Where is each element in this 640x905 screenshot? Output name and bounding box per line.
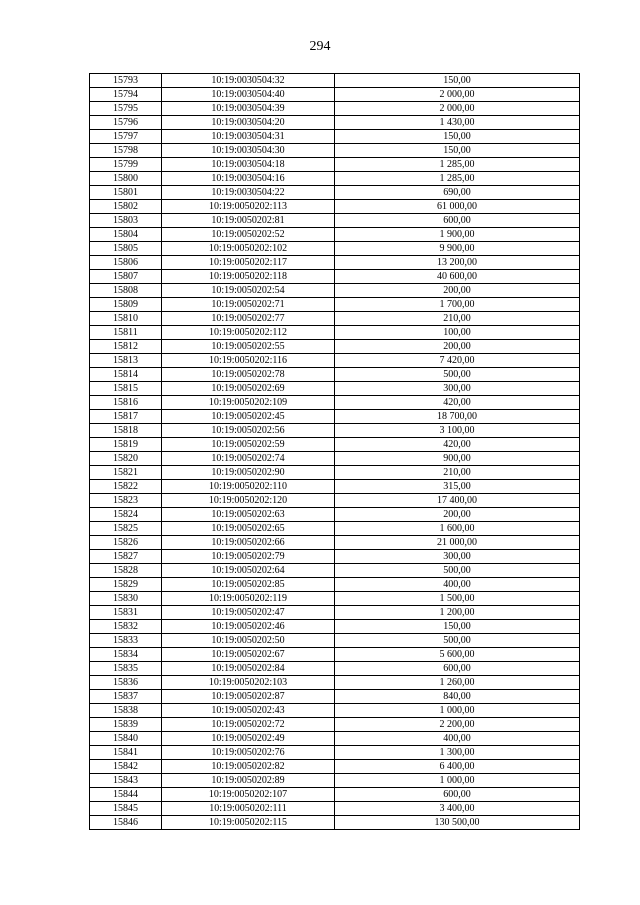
cadastral-number-cell: 10:19:0050202:54: [162, 284, 335, 298]
table-row: [90, 102, 580, 116]
cadastral-number-cell: 10:19:0050202:47: [162, 606, 335, 620]
amount-cell: 1 285,00: [335, 172, 580, 186]
row-number-cell: 15798: [90, 144, 162, 158]
row-number-cell: 15837: [90, 690, 162, 704]
table-row: [90, 690, 580, 704]
row-number-cell: 15818: [90, 424, 162, 438]
row-number-cell: 15795: [90, 102, 162, 116]
cadastral-number-cell: 10:19:0050202:67: [162, 648, 335, 662]
table-row: [90, 494, 580, 508]
amount-cell: 1 700,00: [335, 298, 580, 312]
cadastral-number-cell: 10:19:0030504:31: [162, 130, 335, 144]
table-row: [90, 424, 580, 438]
amount-cell: 200,00: [335, 284, 580, 298]
row-number-cell: 15800: [90, 172, 162, 186]
amount-cell: 21 000,00: [335, 536, 580, 550]
amount-cell: 500,00: [335, 564, 580, 578]
row-number-cell: 15812: [90, 340, 162, 354]
table-row: [90, 746, 580, 760]
row-number-cell: 15802: [90, 200, 162, 214]
amount-cell: 210,00: [335, 312, 580, 326]
cadastral-number-cell: 10:19:0050202:90: [162, 466, 335, 480]
amount-cell: 1 300,00: [335, 746, 580, 760]
amount-cell: 1 000,00: [335, 704, 580, 718]
cadastral-number-cell: 10:19:0050202:118: [162, 270, 335, 284]
row-number-cell: 15807: [90, 270, 162, 284]
table-row: [90, 718, 580, 732]
amount-cell: 130 500,00: [335, 816, 580, 830]
row-number-cell: 15813: [90, 354, 162, 368]
amount-cell: 400,00: [335, 732, 580, 746]
amount-cell: 840,00: [335, 690, 580, 704]
cadastral-number-cell: 10:19:0050202:77: [162, 312, 335, 326]
amount-cell: 1 600,00: [335, 522, 580, 536]
table-row: [90, 466, 580, 480]
amount-cell: 150,00: [335, 144, 580, 158]
cadastral-number-cell: 10:19:0050202:115: [162, 816, 335, 830]
row-number-cell: 15822: [90, 480, 162, 494]
amount-cell: 7 420,00: [335, 354, 580, 368]
table-row: [90, 116, 580, 130]
table-body: [90, 74, 580, 830]
amount-cell: 3 100,00: [335, 424, 580, 438]
cadastral-number-cell: 10:19:0050202:84: [162, 662, 335, 676]
row-number-cell: 15830: [90, 592, 162, 606]
amount-cell: 40 600,00: [335, 270, 580, 284]
amount-cell: 3 400,00: [335, 802, 580, 816]
table-row: [90, 732, 580, 746]
cadastral-number-cell: 10:19:0050202:74: [162, 452, 335, 466]
row-number-cell: 15811: [90, 326, 162, 340]
cadastral-number-cell: 10:19:0050202:76: [162, 746, 335, 760]
amount-cell: 1 430,00: [335, 116, 580, 130]
table-row: [90, 88, 580, 102]
row-number-cell: 15808: [90, 284, 162, 298]
cadastral-number-cell: 10:19:0050202:78: [162, 368, 335, 382]
amount-cell: 210,00: [335, 466, 580, 480]
amount-cell: 1 260,00: [335, 676, 580, 690]
amount-cell: 300,00: [335, 550, 580, 564]
table-row: [90, 242, 580, 256]
table-row: [90, 354, 580, 368]
table-row: [90, 704, 580, 718]
table-row: [90, 298, 580, 312]
amount-cell: 420,00: [335, 438, 580, 452]
table-row: [90, 312, 580, 326]
table-row: [90, 186, 580, 200]
row-number-cell: 15833: [90, 634, 162, 648]
row-number-cell: 15805: [90, 242, 162, 256]
cadastral-number-cell: 10:19:0050202:82: [162, 760, 335, 774]
table-row: [90, 620, 580, 634]
amount-cell: 690,00: [335, 186, 580, 200]
table-row: [90, 648, 580, 662]
table-row: [90, 788, 580, 802]
row-number-cell: 15820: [90, 452, 162, 466]
table-row: [90, 550, 580, 564]
table-row: [90, 578, 580, 592]
row-number-cell: 15826: [90, 536, 162, 550]
table-row: [90, 214, 580, 228]
table-row: [90, 816, 580, 830]
row-number-cell: 15817: [90, 410, 162, 424]
cadastral-number-cell: 10:19:0050202:43: [162, 704, 335, 718]
amount-cell: 500,00: [335, 634, 580, 648]
cadastral-number-cell: 10:19:0050202:52: [162, 228, 335, 242]
cadastral-number-cell: 10:19:0050202:79: [162, 550, 335, 564]
amount-cell: 1 900,00: [335, 228, 580, 242]
table-row: [90, 774, 580, 788]
row-number-cell: 15835: [90, 662, 162, 676]
amount-cell: 2 000,00: [335, 102, 580, 116]
table-row: [90, 410, 580, 424]
table-row: [90, 270, 580, 284]
row-number-cell: 15793: [90, 74, 162, 88]
table-row: [90, 130, 580, 144]
amount-cell: 600,00: [335, 662, 580, 676]
cadastral-number-cell: 10:19:0050202:116: [162, 354, 335, 368]
cadastral-number-cell: 10:19:0050202:55: [162, 340, 335, 354]
cadastral-number-cell: 10:19:0050202:117: [162, 256, 335, 270]
amount-cell: 1 285,00: [335, 158, 580, 172]
row-number-cell: 15815: [90, 382, 162, 396]
amount-cell: 150,00: [335, 74, 580, 88]
amount-cell: 2 200,00: [335, 718, 580, 732]
row-number-cell: 15797: [90, 130, 162, 144]
row-number-cell: 15801: [90, 186, 162, 200]
cadastral-number-cell: 10:19:0050202:89: [162, 774, 335, 788]
cadastral-number-cell: 10:19:0050202:72: [162, 718, 335, 732]
row-number-cell: 15816: [90, 396, 162, 410]
row-number-cell: 15819: [90, 438, 162, 452]
cadastral-number-cell: 10:19:0050202:87: [162, 690, 335, 704]
cadastral-number-cell: 10:19:0050202:59: [162, 438, 335, 452]
table-row: [90, 662, 580, 676]
table-row: [90, 760, 580, 774]
amount-cell: 200,00: [335, 340, 580, 354]
row-number-cell: 15831: [90, 606, 162, 620]
amount-cell: 200,00: [335, 508, 580, 522]
table-row: [90, 228, 580, 242]
row-number-cell: 15838: [90, 704, 162, 718]
table-row: [90, 438, 580, 452]
row-number-cell: 15845: [90, 802, 162, 816]
table-row: [90, 382, 580, 396]
amount-cell: 1 500,00: [335, 592, 580, 606]
amount-cell: 600,00: [335, 214, 580, 228]
cadastral-number-cell: 10:19:0030504:40: [162, 88, 335, 102]
amount-cell: 61 000,00: [335, 200, 580, 214]
row-number-cell: 15799: [90, 158, 162, 172]
cadastral-number-cell: 10:19:0050202:45: [162, 410, 335, 424]
amount-cell: 1 000,00: [335, 774, 580, 788]
cadastral-number-cell: 10:19:0050202:46: [162, 620, 335, 634]
amount-cell: 9 900,00: [335, 242, 580, 256]
table-row: [90, 564, 580, 578]
amount-cell: 100,00: [335, 326, 580, 340]
amount-cell: 1 200,00: [335, 606, 580, 620]
table-row: [90, 256, 580, 270]
table-row: [90, 326, 580, 340]
table-row: [90, 508, 580, 522]
row-number-cell: 15840: [90, 732, 162, 746]
cadastral-number-cell: 10:19:0050202:120: [162, 494, 335, 508]
row-number-cell: 15825: [90, 522, 162, 536]
table-row: [90, 606, 580, 620]
amount-cell: 6 400,00: [335, 760, 580, 774]
row-number-cell: 15809: [90, 298, 162, 312]
amount-cell: 150,00: [335, 130, 580, 144]
row-number-cell: 15828: [90, 564, 162, 578]
table-row: [90, 200, 580, 214]
row-number-cell: 15841: [90, 746, 162, 760]
row-number-cell: 15824: [90, 508, 162, 522]
row-number-cell: 15794: [90, 88, 162, 102]
table-row: [90, 284, 580, 298]
cadastral-number-cell: 10:19:0050202:109: [162, 396, 335, 410]
table-row: [90, 802, 580, 816]
table-row: [90, 340, 580, 354]
cadastral-number-cell: 10:19:0050202:110: [162, 480, 335, 494]
cadastral-number-cell: 10:19:0050202:71: [162, 298, 335, 312]
row-number-cell: 15843: [90, 774, 162, 788]
row-number-cell: 15803: [90, 214, 162, 228]
row-number-cell: 15839: [90, 718, 162, 732]
amount-cell: 2 000,00: [335, 88, 580, 102]
cadastral-number-cell: 10:19:0050202:65: [162, 522, 335, 536]
amount-cell: 420,00: [335, 396, 580, 410]
table-row: [90, 676, 580, 690]
cadastral-number-cell: 10:19:0050202:81: [162, 214, 335, 228]
amount-cell: 18 700,00: [335, 410, 580, 424]
cadastral-number-cell: 10:19:0050202:69: [162, 382, 335, 396]
row-number-cell: 15796: [90, 116, 162, 130]
row-number-cell: 15823: [90, 494, 162, 508]
amount-cell: 500,00: [335, 368, 580, 382]
data-table: [89, 73, 580, 830]
cadastral-number-cell: 10:19:0030504:16: [162, 172, 335, 186]
table-row: [90, 452, 580, 466]
cadastral-number-cell: 10:19:0030504:30: [162, 144, 335, 158]
amount-cell: 400,00: [335, 578, 580, 592]
table-row: [90, 592, 580, 606]
cadastral-number-cell: 10:19:0050202:50: [162, 634, 335, 648]
table-row: [90, 172, 580, 186]
cadastral-number-cell: 10:19:0050202:119: [162, 592, 335, 606]
table-row: [90, 158, 580, 172]
cadastral-number-cell: 10:19:0050202:103: [162, 676, 335, 690]
cadastral-number-cell: 10:19:0050202:66: [162, 536, 335, 550]
cadastral-number-cell: 10:19:0050202:56: [162, 424, 335, 438]
cadastral-number-cell: 10:19:0050202:85: [162, 578, 335, 592]
table-row: [90, 536, 580, 550]
row-number-cell: 15810: [90, 312, 162, 326]
row-number-cell: 15836: [90, 676, 162, 690]
amount-cell: 600,00: [335, 788, 580, 802]
row-number-cell: 15834: [90, 648, 162, 662]
table-row: [90, 368, 580, 382]
cadastral-number-cell: 10:19:0050202:113: [162, 200, 335, 214]
amount-cell: 150,00: [335, 620, 580, 634]
cadastral-number-cell: 10:19:0030504:32: [162, 74, 335, 88]
cadastral-number-cell: 10:19:0050202:63: [162, 508, 335, 522]
row-number-cell: 15829: [90, 578, 162, 592]
row-number-cell: 15821: [90, 466, 162, 480]
row-number-cell: 15814: [90, 368, 162, 382]
table-row: [90, 396, 580, 410]
cadastral-number-cell: 10:19:0050202:64: [162, 564, 335, 578]
amount-cell: 5 600,00: [335, 648, 580, 662]
page-number: 294: [309, 39, 331, 54]
row-number-cell: 15806: [90, 256, 162, 270]
cadastral-number-cell: 10:19:0030504:39: [162, 102, 335, 116]
amount-cell: 900,00: [335, 452, 580, 466]
cadastral-number-cell: 10:19:0050202:111: [162, 802, 335, 816]
row-number-cell: 15844: [90, 788, 162, 802]
cadastral-number-cell: 10:19:0030504:20: [162, 116, 335, 130]
cadastral-number-cell: 10:19:0050202:49: [162, 732, 335, 746]
cadastral-number-cell: 10:19:0030504:18: [162, 158, 335, 172]
row-number-cell: 15846: [90, 816, 162, 830]
cadastral-number-cell: 10:19:0030504:22: [162, 186, 335, 200]
table-row: [90, 480, 580, 494]
amount-cell: 300,00: [335, 382, 580, 396]
table-row: [90, 74, 580, 88]
cadastral-number-cell: 10:19:0050202:112: [162, 326, 335, 340]
table-row: [90, 522, 580, 536]
row-number-cell: 15827: [90, 550, 162, 564]
table-row: [90, 144, 580, 158]
cadastral-number-cell: 10:19:0050202:107: [162, 788, 335, 802]
row-number-cell: 15832: [90, 620, 162, 634]
amount-cell: 17 400,00: [335, 494, 580, 508]
amount-cell: 315,00: [335, 480, 580, 494]
table-row: [90, 634, 580, 648]
cadastral-number-cell: 10:19:0050202:102: [162, 242, 335, 256]
amount-cell: 13 200,00: [335, 256, 580, 270]
row-number-cell: 15842: [90, 760, 162, 774]
row-number-cell: 15804: [90, 228, 162, 242]
